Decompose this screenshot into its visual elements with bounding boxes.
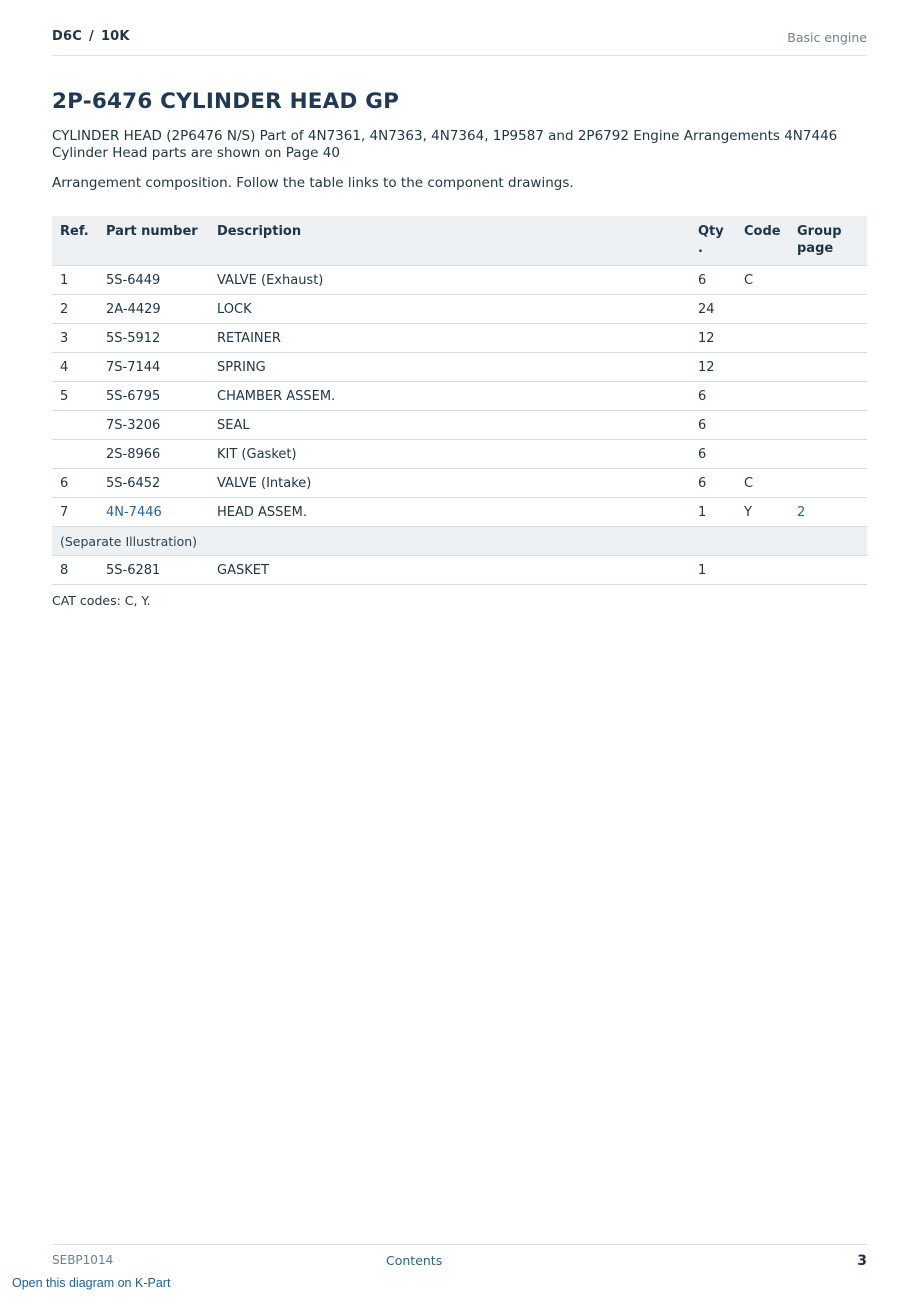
- breadcrumb-separator: /: [88, 29, 94, 44]
- table-row: [52, 469, 867, 498]
- cell-ref: 3: [52, 324, 98, 353]
- cell-ref: 6: [52, 469, 98, 498]
- cell-code: [736, 324, 789, 353]
- cell-group-page: [789, 440, 867, 469]
- col-header-part-number: Part number: [98, 216, 209, 266]
- cell-qty: 6: [690, 266, 736, 295]
- table-row: [52, 498, 867, 527]
- cell-code: Y: [736, 498, 789, 527]
- cell-qty: 12: [690, 353, 736, 382]
- group-page-link[interactable]: 2: [797, 504, 806, 520]
- part-number-link[interactable]: 4N-7446: [106, 504, 162, 520]
- cell-group-page: [789, 266, 867, 295]
- cell-description: RETAINER: [209, 324, 690, 353]
- separate-illustration-note: (Separate Illustration): [52, 527, 867, 556]
- col-header-group-page: Group page: [789, 216, 867, 266]
- table-row: [52, 556, 867, 585]
- table-row: [52, 353, 867, 382]
- cat-codes-note: CAT codes: C, Y.: [52, 593, 151, 608]
- cell-part-number: 2A-4429: [98, 295, 209, 324]
- cell-group-page: [789, 556, 867, 585]
- cell-code: [736, 295, 789, 324]
- parts-table: [52, 216, 867, 585]
- col-header-qty: Qty .: [690, 216, 736, 266]
- cell-qty: 1: [690, 556, 736, 585]
- cell-description: HEAD ASSEM.: [209, 498, 690, 527]
- cell-qty: 24: [690, 295, 736, 324]
- cell-code: [736, 556, 789, 585]
- table-row: [52, 324, 867, 353]
- cell-group-page: [789, 353, 867, 382]
- table-row: [52, 382, 867, 411]
- cell-ref: 2: [52, 295, 98, 324]
- page-header: [52, 29, 867, 56]
- model-name: D6C: [52, 29, 82, 44]
- cell-group-page: [789, 324, 867, 353]
- cell-description: VALVE (Intake): [209, 469, 690, 498]
- cell-qty: 6: [690, 469, 736, 498]
- cell-description: SPRING: [209, 353, 690, 382]
- cell-code: C: [736, 266, 789, 295]
- table-header-row: [52, 216, 867, 266]
- section-name: Basic engine: [787, 30, 867, 45]
- table-note-row: [52, 527, 867, 556]
- table-row: [52, 295, 867, 324]
- page-number: 3: [857, 1253, 867, 1269]
- cell-ref: [52, 411, 98, 440]
- cell-description: GASKET: [209, 556, 690, 585]
- cell-part-number: 5S-6449: [98, 266, 209, 295]
- cell-description: SEAL: [209, 411, 690, 440]
- cell-description: CHAMBER ASSEM.: [209, 382, 690, 411]
- serial-prefix: 10K: [100, 29, 130, 44]
- table-row: [52, 266, 867, 295]
- document-id: SEBP1014: [52, 1253, 114, 1267]
- cell-qty: 6: [690, 440, 736, 469]
- cell-code: [736, 440, 789, 469]
- group-description: CYLINDER HEAD (2P6476 N/S) Part of 4N7361, 4N7363, 4N7364, 1P9587 and 2P6792 Engine Arrangements 4N7446 Cylinder Head parts are shown on Page 40: [52, 128, 838, 161]
- cell-group-page: [789, 295, 867, 324]
- contents-link[interactable]: Contents: [386, 1253, 443, 1268]
- cell-group-page: [789, 469, 867, 498]
- cell-qty: 6: [690, 411, 736, 440]
- intro-text: Arrangement composition. Follow the table links to the component drawings.: [52, 175, 574, 191]
- cell-part-number: 2S-8966: [98, 440, 209, 469]
- cell-ref: [52, 440, 98, 469]
- cell-ref: 8: [52, 556, 98, 585]
- cell-part-number: 5S-6795: [98, 382, 209, 411]
- cell-qty: 6: [690, 382, 736, 411]
- cell-part-number: 7S-7144: [98, 353, 209, 382]
- cell-part-number: 5S-6452: [98, 469, 209, 498]
- page-footer: [52, 1244, 867, 1269]
- cell-code: [736, 353, 789, 382]
- cell-description: VALVE (Exhaust): [209, 266, 690, 295]
- cell-part-number: 5S-6281: [98, 556, 209, 585]
- cell-ref: 7: [52, 498, 98, 527]
- cell-ref: 1: [52, 266, 98, 295]
- cell-ref: 4: [52, 353, 98, 382]
- open-kpart-link[interactable]: Open this diagram on K-Part: [12, 1276, 171, 1290]
- col-header-code: Code: [736, 216, 789, 266]
- cell-description: LOCK: [209, 295, 690, 324]
- cell-code: [736, 382, 789, 411]
- table-row: [52, 411, 867, 440]
- col-header-ref: Ref.: [52, 216, 98, 266]
- table-row: [52, 440, 867, 469]
- cell-ref: 5: [52, 382, 98, 411]
- cell-qty: 12: [690, 324, 736, 353]
- col-header-description: Description: [209, 216, 690, 266]
- cell-qty: 1: [690, 498, 736, 527]
- cell-part-number: [98, 498, 209, 527]
- page-title: 2P-6476 CYLINDER HEAD GP: [52, 89, 400, 114]
- cell-description: KIT (Gasket): [209, 440, 690, 469]
- cell-group-page: [789, 382, 867, 411]
- cell-part-number: 7S-3206: [98, 411, 209, 440]
- model-breadcrumb: [52, 29, 130, 44]
- cell-group-page: [789, 498, 867, 527]
- cell-part-number: 5S-5912: [98, 324, 209, 353]
- cell-group-page: [789, 411, 867, 440]
- cell-code: C: [736, 469, 789, 498]
- cell-code: [736, 411, 789, 440]
